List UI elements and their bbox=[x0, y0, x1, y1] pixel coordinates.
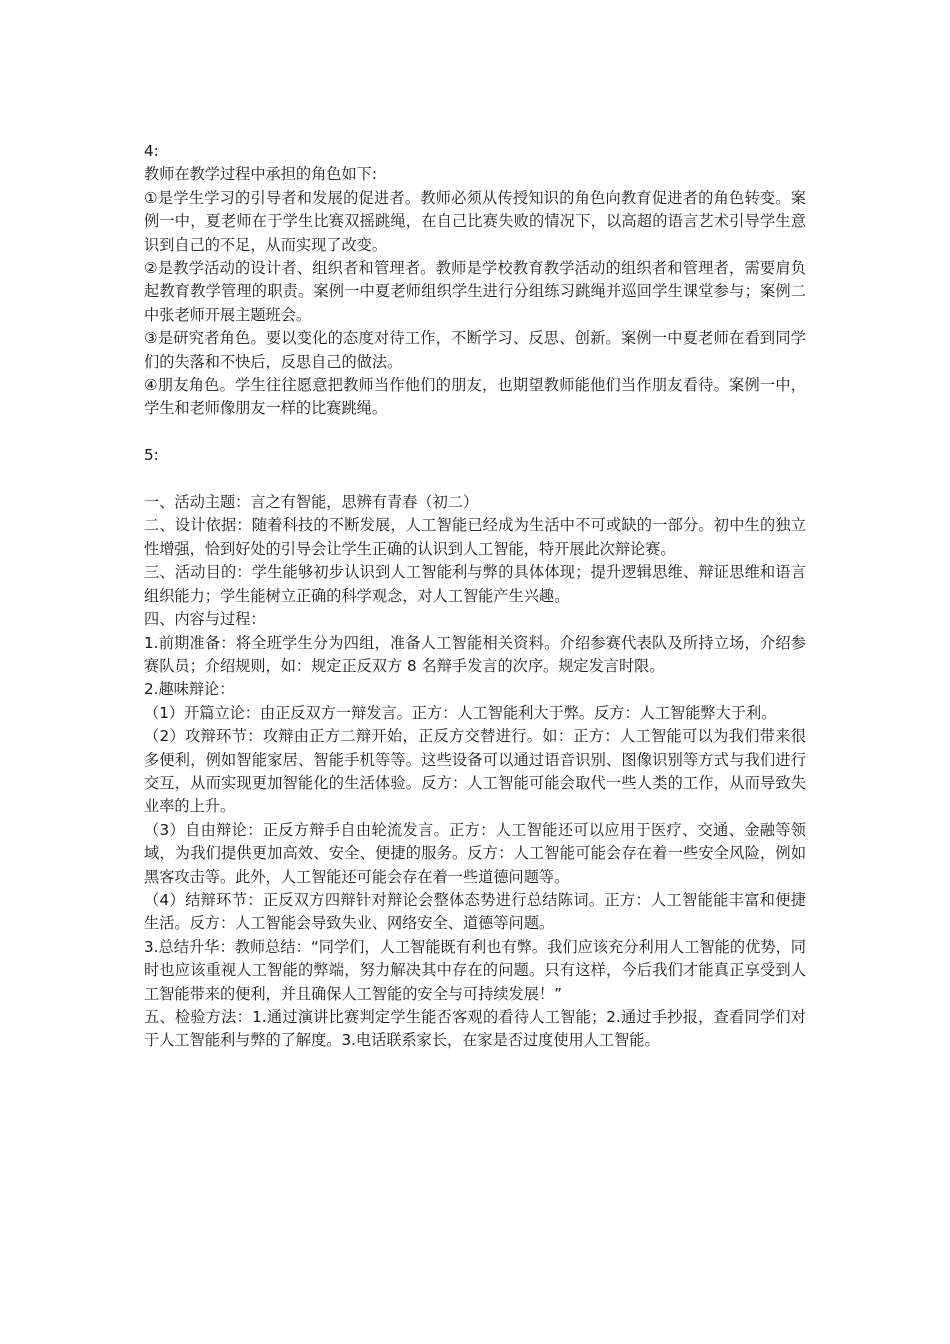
debate-step-3: （3）自由辩论：正反方辩手自由轮流发言。正方：人工智能还可以应用于医疗、交通、金融等领域，为我们提供更加高效、安全、便捷的服务。反方：人工智能可能会存在着一些安全风险，例如黑客攻击等。此外，人工智能还可能会存在着一些道德问题等。 bbox=[144, 820, 806, 886]
activity-purpose: 三、活动目的：学生能够初步认识到人工智能利与弊的具体体现；提升逻辑思维、辩证思维和语言组织能力；学生能树立正确的科学观念，对人工智能产生兴趣。 bbox=[144, 563, 806, 605]
summary: 3.总结升华：教师总结：“同学们，人工智能既有利也有弊。我们应该充分利用人工智能的优势，同时也应该重视人工智能的弊端，努力解决其中存在的问题。只有这样，今后我们才能真正享受到人工智能带来的便利，并且确保人工智能的安全与可持续发展！” bbox=[144, 937, 806, 1003]
section-4-item-1: ①是学生学习的引导者和发展的促进者。教师必须从传授知识的角色向教育促进者的角色转变。案例一中，夏老师在于学生比赛双摇跳绳，在自己比赛失败的情况下，以高超的语言艺术引导学生意识到自己的不足，从而实现了改变。 bbox=[144, 188, 806, 254]
preparation: 1.前期准备：将全班学生分为四组，准备人工智能相关资料。介绍参赛代表队及所持立场，介绍参赛队员；介绍规则，如：规定正反双方 8 名辩手发言的次序。规定发言时限。 bbox=[144, 633, 806, 675]
spacer bbox=[144, 421, 806, 444]
spacer bbox=[144, 468, 806, 491]
document-page bbox=[144, 140, 806, 1053]
section-4-item-2: ②是教学活动的设计者、组织者和管理者。教师是学校教育教学活动的组织者和管理者，需要肩负起教育教学管理的职责。案例一中夏老师组织学生进行分组练习跳绳并巡回学生课堂参与；案例二中张老师开展主题班会。 bbox=[144, 259, 806, 324]
section-5-number: 5: bbox=[144, 446, 159, 465]
section-4-item-3: ③是研究者角色。要以变化的态度对待工作，不断学习、反思、创新。案例一中夏老师在看到同学们的失落和不快后，反思自己的做法。 bbox=[144, 329, 806, 371]
activity-theme: 一、活动主题：言之有智能，思辨有青春（初二） bbox=[144, 493, 479, 512]
debate-heading: 2.趣味辩论： bbox=[144, 680, 235, 699]
debate-step-1: （1）开篇立论：由正反双方一辩发言。正方：人工智能利大于弊。反方：人工智能弊大于利。 bbox=[144, 703, 777, 722]
debate-step-4: （4）结辩环节：正反双方四辩针对辩论会整体态势进行总结陈词。正方：人工智能能丰富和便捷生活。反方：人工智能会导致失业、网络安全、道德等问题。 bbox=[144, 890, 806, 933]
evaluation-methods: 五、检验方法：1.通过演讲比赛判定学生能否客观的看待人工智能；2.通过手抄报，查看同学们对于人工智能利与弊的了解度。3.电话联系家长，在家是否过度使用人工智能。 bbox=[144, 1008, 806, 1050]
section-4-number: 4: bbox=[144, 142, 159, 160]
content-process-heading: 四、内容与过程： bbox=[144, 610, 266, 629]
section-4-item-4: ④朋友角色。学生往往愿意把教师当作他们的朋友，也期望教师能他们当作朋友看待。案例一中，学生和老师像朋友一样的比赛跳绳。 bbox=[144, 376, 806, 418]
design-basis: 二、设计依据：随着科技的不断发展，人工智能已经成为生活中不可或缺的一部分。初中生的独立性增强，恰到好处的引导会让学生正确的认识到人工智能，特开展此次辩论赛。 bbox=[144, 516, 806, 558]
debate-step-2: （2）攻辩环节：攻辩由正方二辩开始，正反方交替进行。如：正方：人工智能可以为我们带来很多便利，例如智能家居、智能手机等等。这些设备可以通过语音识别、图像识别等方式与我们进行交互，从而实现更加智能化的生活体验。反方：人工智能可能会取代一些人类的工作，从而导致失业率的上升。 bbox=[144, 727, 806, 816]
section-4-intro: 教师在教学过程中承担的角色如下: bbox=[144, 165, 377, 184]
